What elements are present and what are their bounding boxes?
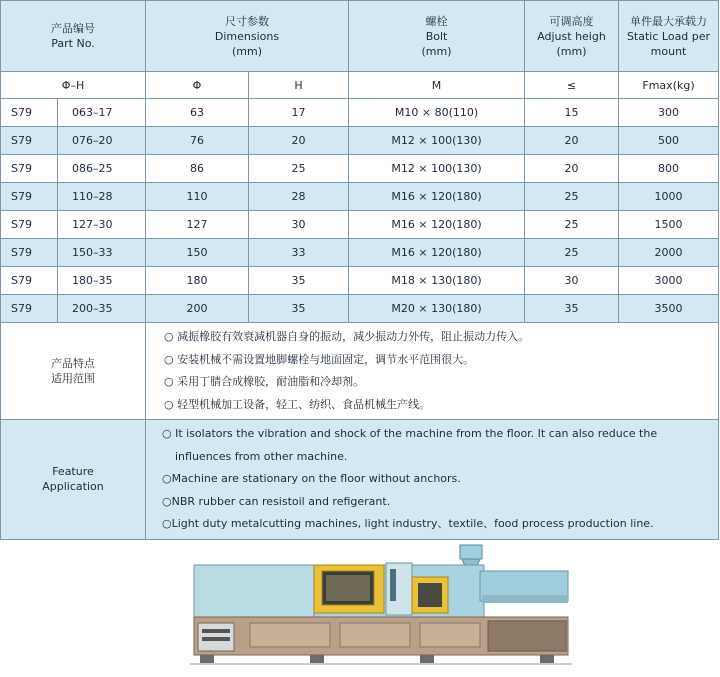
- table-row: [1, 183, 719, 211]
- header-bolt-unit: (mm): [421, 44, 452, 58]
- cell-bolt: M18 × 130(180): [349, 267, 525, 295]
- cell-code: 180–35: [58, 267, 146, 295]
- cell-bolt: M16 × 120(180): [349, 183, 525, 211]
- cell-bolt: M12 × 100(130): [349, 155, 525, 183]
- cell-phi: 86: [146, 155, 249, 183]
- header-bolt-cn: 螺栓: [425, 14, 448, 28]
- header-adjust-en: Adjust heigh: [537, 29, 606, 43]
- cell-series: S79: [1, 211, 58, 239]
- en-feature-labels: [1, 420, 146, 540]
- cell-bolt: M20 × 130(180): [349, 295, 525, 323]
- hopper-icon: [460, 545, 482, 559]
- cell-h: 35: [249, 295, 349, 323]
- cell-code: 076–20: [58, 127, 146, 155]
- cn-feature-item: ○ 减振橡胶有效衰减机器自身的振动，减少振动力外传，阻止振动力传入。: [164, 330, 530, 343]
- header-part-no-en: Part No.: [51, 37, 95, 50]
- table-row: [1, 211, 719, 239]
- en-feature-item: influences from other machine.: [175, 449, 348, 463]
- cell-adjust: 25: [525, 183, 619, 211]
- cell-bolt: M16 × 120(180): [349, 239, 525, 267]
- header-load: [619, 1, 719, 72]
- cell-phi: 110: [146, 183, 249, 211]
- cell-adjust: 20: [525, 155, 619, 183]
- header-bolt-en: Bolt: [425, 29, 448, 43]
- cell-phi: 200: [146, 295, 249, 323]
- cell-load: 2000: [619, 239, 719, 267]
- header-load-en: Static Load per: [626, 29, 711, 43]
- en-feature-row: [1, 420, 719, 540]
- cell-load: 1000: [619, 183, 719, 211]
- cell-h: 30: [249, 211, 349, 239]
- cell-load: 3500: [619, 295, 719, 323]
- cn-feature-labels: [1, 323, 146, 420]
- header-part-no: [1, 1, 146, 72]
- cell-bolt: M16 × 120(180): [349, 211, 525, 239]
- header-bolt: [349, 1, 525, 72]
- cell-adjust: 25: [525, 239, 619, 267]
- cell-series: S79: [1, 155, 58, 183]
- cell-load: 3000: [619, 267, 719, 295]
- cell-code: 127–30: [58, 211, 146, 239]
- cell-adjust: 15: [525, 99, 619, 127]
- header-load-en2: mount: [650, 44, 687, 58]
- table-row: [1, 127, 719, 155]
- subheader-m: M: [349, 72, 525, 99]
- header-load-cn: 单件最大承载力: [630, 14, 708, 28]
- header-adjust-cn: 可调高度: [549, 14, 594, 28]
- cn-feature-list: [146, 323, 719, 420]
- cell-series: S79: [1, 267, 58, 295]
- header-adjust: [525, 1, 619, 72]
- cell-load: 800: [619, 155, 719, 183]
- en-feature-item: ○Light duty metalcutting machines, light industry、textile、food process production line.: [162, 517, 654, 530]
- subheader-le: ≤: [525, 72, 619, 99]
- cell-h: 35: [249, 267, 349, 295]
- cell-phi: 63: [146, 99, 249, 127]
- cell-adjust: 35: [525, 295, 619, 323]
- en-feature-item: ○NBR rubber can resistoil and refigerant.: [162, 494, 391, 508]
- table-row: [1, 155, 719, 183]
- cell-series: S79: [1, 183, 58, 211]
- header-dimensions-cn: 尺寸参数: [225, 14, 269, 28]
- cell-h: 25: [249, 155, 349, 183]
- table-row: [1, 267, 719, 295]
- cell-phi: 180: [146, 267, 249, 295]
- cell-code: 200–35: [58, 295, 146, 323]
- header-dimensions-en: Dimensions: [214, 29, 280, 43]
- header-part-no-cn: 产品编号: [51, 22, 95, 35]
- header-adjust-unit: (mm): [556, 44, 587, 58]
- injection-molding-machine-image: [190, 543, 572, 673]
- table-row: [1, 99, 719, 127]
- header-dimensions-unit: (mm): [232, 44, 263, 58]
- en-feature-label: Feature: [52, 465, 94, 479]
- table-row: [1, 239, 719, 267]
- cell-h: 20: [249, 127, 349, 155]
- cell-phi: 76: [146, 127, 249, 155]
- cell-bolt: M12 × 100(130): [349, 127, 525, 155]
- cn-feature-label: 产品特点: [51, 357, 95, 370]
- cell-series: S79: [1, 99, 58, 127]
- cell-adjust: 20: [525, 127, 619, 155]
- header-row: [1, 1, 719, 72]
- subheader-row: [1, 72, 719, 99]
- cell-h: 28: [249, 183, 349, 211]
- en-feature-item: ○Machine are stationary on the floor without anchors.: [162, 472, 461, 485]
- cell-series: S79: [1, 295, 58, 323]
- cell-code: 063–17: [58, 99, 146, 127]
- cell-load: 500: [619, 127, 719, 155]
- cn-feature-item: ○ 轻型机械加工设备，轻工、纺织、食品机械生产线。: [164, 397, 431, 411]
- subheader-fmax: Fmax(kg): [619, 72, 719, 99]
- header-dimensions: [146, 1, 349, 72]
- cell-adjust: 25: [525, 211, 619, 239]
- table-row: [1, 295, 719, 323]
- cn-application-label: 适用范围: [51, 372, 95, 385]
- cell-phi: 150: [146, 239, 249, 267]
- cell-load: 300: [619, 99, 719, 127]
- subheader-phi: Φ: [146, 72, 249, 99]
- cell-code: 150–33: [58, 239, 146, 267]
- en-feature-item: ○ It isolators the vibration and shock of the machine from the floor. It can also reduce the: [162, 427, 658, 440]
- cell-h: 33: [249, 239, 349, 267]
- cn-feature-row: [1, 323, 719, 420]
- cell-code: 110–28: [58, 183, 146, 211]
- subheader-phi-h: Φ–H: [1, 72, 146, 99]
- cn-feature-item: ○ 采用丁腈合成橡胶，耐油脂和冷却剂。: [164, 375, 365, 388]
- cell-h: 17: [249, 99, 349, 127]
- en-feature-list: [146, 420, 719, 540]
- cell-code: 086–25: [58, 155, 146, 183]
- cell-series: S79: [1, 127, 58, 155]
- cell-adjust: 30: [525, 267, 619, 295]
- cell-series: S79: [1, 239, 58, 267]
- cn-feature-item: ○ 安装机械不需设置地脚螺栓与地面固定，调节水平范围很大。: [164, 352, 475, 366]
- cell-bolt: M10 × 80(110): [349, 99, 525, 127]
- en-application-label: Application: [42, 480, 104, 494]
- cell-phi: 127: [146, 211, 249, 239]
- cell-load: 1500: [619, 211, 719, 239]
- subheader-h: H: [249, 72, 349, 99]
